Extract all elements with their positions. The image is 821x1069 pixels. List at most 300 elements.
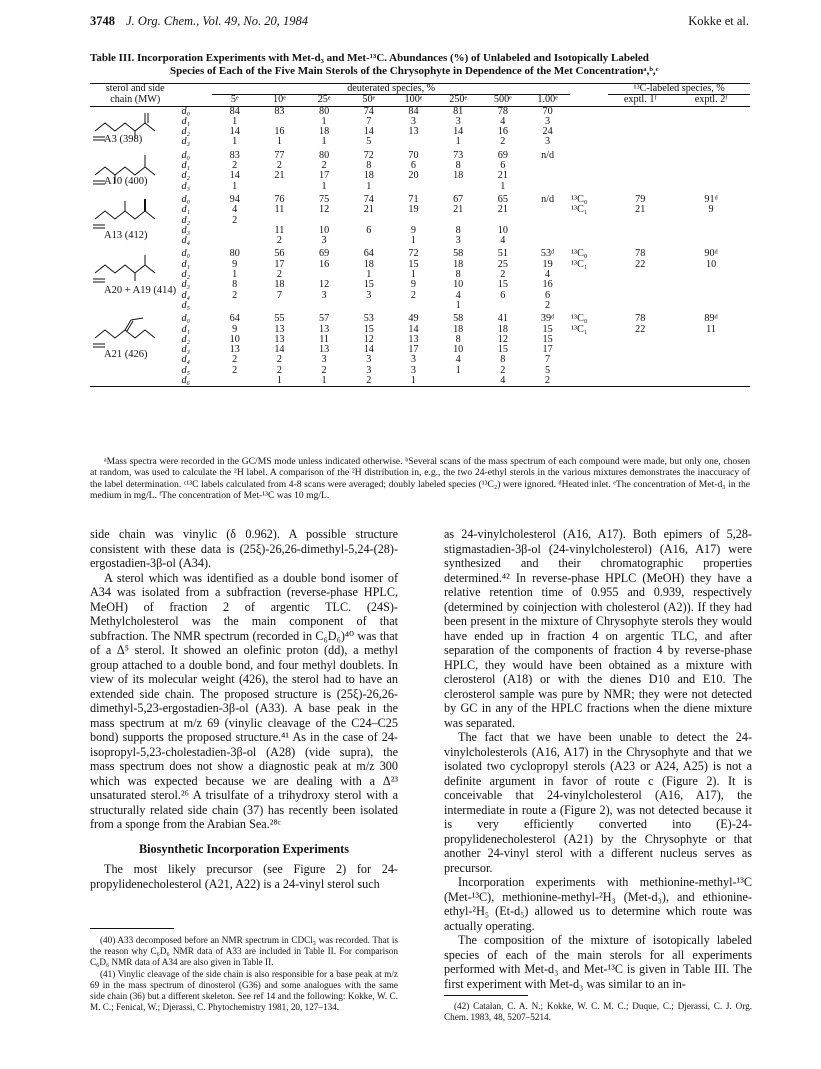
abundance-cell: 58 (453, 248, 464, 260)
abundance-cell (212, 301, 257, 311)
abundance-cell: 69 (319, 248, 330, 260)
abundance-cell: 2 (366, 375, 372, 387)
abundance-cell: 2 (500, 136, 506, 148)
species-label: d₀ (181, 193, 191, 205)
abundance-cell (257, 182, 302, 192)
abundance-cell: 18 (453, 258, 464, 270)
expt2-cell: 10 (705, 258, 717, 270)
header-conc: 250ᵉ (449, 94, 468, 106)
abundance-cell (212, 236, 257, 246)
species-label: d₂ (181, 333, 191, 345)
abundance-cell: 14 (408, 323, 419, 335)
abundance-cell: 24 (542, 126, 553, 138)
abundance-cell (525, 216, 570, 226)
abundance-cell: 2 (276, 160, 282, 172)
abundance-cell: 13 (319, 344, 330, 356)
header-expt-2: exptl. 2ᶠ (694, 94, 728, 106)
abundance-cell: 74 (363, 193, 374, 205)
abundance-cell: 76 (274, 193, 285, 205)
header-conc: 500ᵉ (493, 94, 512, 106)
expt1-cell (608, 216, 672, 226)
paragraph: Incorporation experiments with methionine-methyl-¹³C (Met-¹³C), methionine-methyl-²H₃ (Met-d₃), and ethionine-ethyl-²H₅ (Et-d₅) allowed us to determine which route was actually operating. (444, 875, 752, 933)
abundance-cell: 1 (232, 269, 238, 281)
abundance-cell: 14 (229, 170, 240, 182)
abundance-cell: 3 (366, 354, 372, 366)
table-header-row-2 (90, 95, 750, 106)
header-sterol-line-2: chain (MW) (110, 93, 161, 105)
species-label: d₀ (181, 149, 191, 161)
abundance-cell: 13 (408, 126, 419, 138)
expt1-cell (608, 355, 672, 365)
expt2-cell (672, 117, 750, 127)
abundance-cell: 18 (274, 279, 285, 291)
abundance-cell: 2 (321, 364, 327, 376)
abundance-cell: 2 (500, 269, 506, 281)
side-chain-structure (91, 314, 163, 348)
page-number: 3748 (90, 14, 115, 28)
expt2-cell (672, 376, 750, 387)
abundance-cell: 15 (363, 323, 374, 335)
abundance-cell (525, 161, 570, 171)
species-label: d₄ (181, 354, 191, 366)
abundance-cell: 14 (274, 344, 285, 356)
header-conc: 50ᵉ (362, 94, 376, 106)
abundance-cell: n/d (541, 149, 555, 161)
species-label: d₃ (181, 180, 191, 192)
species-label: d₅ (181, 364, 191, 376)
abundance-cell: 8 (455, 160, 461, 172)
abundance-cell: 8 (500, 354, 506, 366)
abundance-cell: 84 (229, 105, 240, 117)
c13-label (570, 182, 608, 192)
species-label: d₃ (181, 136, 191, 148)
abundance-cell (391, 301, 436, 311)
abundance-cell: 15 (497, 344, 508, 356)
abundance-cell: 2 (232, 364, 238, 376)
side-chain-structure (91, 249, 163, 283)
abundance-cell: 64 (229, 313, 240, 325)
expt2-cell: 11 (706, 323, 716, 335)
footnotes-left (90, 935, 398, 1015)
abundance-cell: 4 (455, 289, 461, 301)
expt2-cell (672, 171, 750, 181)
abundance-cell: 9 (232, 258, 238, 270)
expt1-cell (608, 161, 672, 171)
footnote-42: (42) Catalan, C. A. N.; Kokke, W. C. M. C.; Duque, C.; Djerassi, C. J. Org. Chem. 1983, 48, 5207–5214. (444, 1001, 752, 1022)
c13-label (570, 106, 608, 117)
abundance-cell: 2 (410, 289, 417, 301)
abundance-cell: 80 (319, 149, 330, 161)
abundance-cell: 13 (274, 323, 285, 335)
abundance-cell: 64 (363, 248, 374, 260)
abundance-cell: 2 (276, 235, 282, 247)
expt2-cell (672, 366, 750, 376)
abundance-cell: 15 (363, 279, 374, 291)
header-sterol-line-1: sterol and side (105, 83, 165, 94)
expt2-cell (672, 137, 750, 147)
header-conc: 10ᵉ (273, 94, 286, 106)
table-row (90, 246, 750, 259)
species-label: d₁ (181, 204, 191, 216)
abundance-cell: 8 (366, 160, 372, 172)
species-label: d₀ (181, 105, 191, 117)
abundance-cell: 16 (319, 258, 330, 270)
table-row (90, 301, 750, 311)
abundance-cell (525, 171, 570, 181)
expt1-cell (608, 335, 672, 345)
abundance-cell: 7 (366, 115, 372, 127)
abundance-cell: 8 (455, 269, 461, 281)
expt2-cell (672, 127, 750, 137)
footnote-40: (40) A33 decomposed before an NMR spectrum in CDCl₃ was recorded. That is the reason why C₆D₆ NMR data of A33 are included in Table II. For comparison C₆D₆ NMR data of A34 are also given in Table II. (90, 935, 398, 967)
expt1-cell: 79 (635, 193, 646, 205)
abundance-cell: 1 (500, 180, 506, 192)
abundance-cell: 1 (455, 299, 461, 311)
abundance-cell: 1 (232, 180, 238, 192)
expt2-cell: 89ᵈ (704, 313, 718, 325)
abundance-cell (436, 376, 481, 387)
abundance-cell: 1 (276, 375, 282, 387)
paragraph: The composition of the mixture of isotopically labeled species of each of the main sterols for all experiments performed with Met-d₃ and Met-¹³C is given in Table III. The first experiment with Met-d₃ was similar to an in- (444, 933, 752, 991)
expt1-cell (608, 366, 672, 376)
abundance-cell (525, 226, 570, 236)
abundance-cell (436, 182, 481, 192)
abundance-cell: 58 (453, 313, 464, 325)
abundance-cell: 18 (453, 323, 464, 335)
abundance-cell: 11 (274, 224, 285, 236)
abundance-cell (212, 376, 257, 387)
species-label: d₀ (181, 313, 191, 325)
abundance-cell: 12 (363, 333, 374, 345)
abundance-cell: 70 (408, 149, 419, 161)
abundance-cell: 14 (363, 126, 374, 138)
abundance-cell: 16 (274, 126, 285, 138)
text-column-right (444, 527, 752, 991)
abundance-cell: 2 (545, 299, 551, 311)
species-label: d₅ (181, 299, 191, 311)
species-label: d₁ (181, 115, 191, 127)
species-label: d₂ (181, 170, 191, 182)
species-label: d₁ (181, 323, 191, 335)
abundance-cell (257, 301, 302, 311)
sterol-name: A3 (398) (104, 134, 143, 146)
c13-label (570, 137, 608, 147)
c13-label: ¹³C₁ (570, 258, 588, 270)
abundance-cell: 17 (274, 258, 285, 270)
abundance-cell: 12 (319, 204, 330, 216)
abundance-cell: 3 (366, 289, 372, 301)
expt1-cell (608, 236, 672, 246)
abundance-cell (481, 301, 526, 311)
sterol-name: A20 + A19 (414) (104, 284, 177, 296)
running-header (90, 14, 749, 32)
abundance-cell: 70 (542, 105, 553, 117)
abundance-cell (302, 301, 347, 311)
abundance-cell: 21 (363, 204, 374, 216)
abundance-cell (346, 301, 391, 311)
abundance-cell: 1 (321, 180, 327, 192)
abundance-cell: 19 (542, 258, 553, 270)
abundance-cell: 1 (366, 269, 372, 281)
expt1-cell (608, 127, 672, 137)
abundance-cell: 18 (497, 323, 508, 335)
abundance-cell (391, 182, 436, 192)
abundance-cell: 4 (545, 269, 551, 281)
expt1-cell (608, 148, 672, 161)
abundance-cell: 13 (319, 323, 330, 335)
abundance-cell: 2 (545, 375, 551, 387)
species-label: d₀ (181, 248, 191, 260)
paragraph: side chain was vinylic (δ 0.962). A possible structure consistent with these data is (25ξ)-26,26-dimethyl-5,24-(28)-ergostadien-3β-ol (A34). (90, 527, 398, 570)
abundance-cell: 57 (319, 313, 330, 325)
abundance-cell: 6 (366, 224, 372, 236)
abundance-cell: 78 (497, 105, 508, 117)
species-label: d₁ (181, 258, 191, 270)
expt1-cell (608, 182, 672, 192)
abundance-cell: 10 (453, 279, 464, 291)
expt1-cell: 22 (635, 258, 646, 270)
abundance-cell: 8 (232, 279, 238, 291)
abundance-cell: 1 (321, 375, 327, 387)
abundance-cell: 1 (410, 269, 417, 281)
c13-label (570, 376, 608, 387)
expt2-cell (672, 345, 750, 355)
abundance-cell: 17 (408, 344, 419, 356)
expt2-cell: 91ᵈ (704, 193, 718, 205)
abundance-cell: 20 (408, 170, 419, 182)
abundance-cell: 3 (410, 115, 417, 127)
abundance-cell: 77 (274, 149, 285, 161)
expt2-cell: 9 (708, 204, 714, 216)
expt1-cell (608, 345, 672, 355)
abundance-cell: 53ᵈ (540, 248, 555, 260)
abundance-cell (525, 205, 570, 215)
abundance-cell: 1 (366, 180, 372, 192)
expt2-cell (672, 148, 750, 161)
abundance-cell: 49 (408, 313, 419, 325)
table-body (90, 106, 750, 387)
journal-citation: J. Org. Chem., Vol. 49, No. 20, 1984 (126, 14, 308, 28)
expt2-cell (672, 355, 750, 365)
c13-label (570, 171, 608, 181)
abundance-cell: 71 (408, 193, 419, 205)
expt1-cell (608, 226, 672, 236)
expt2-cell (672, 226, 750, 236)
abundance-cell: 10 (319, 224, 330, 236)
abundance-cell (391, 137, 436, 147)
abundance-cell: 3 (410, 354, 417, 366)
header-expt-1: exptl. 1ᶠ (623, 94, 657, 106)
abundance-cell: 13 (229, 344, 240, 356)
abundance-cell: 4 (455, 354, 461, 366)
abundance-cell: 5 (366, 136, 372, 148)
abundance-cell: 1 (321, 136, 327, 148)
abundance-cell: 83 (229, 149, 240, 161)
c13-label: ¹³C₁ (570, 204, 588, 216)
abundance-cell: 9 (410, 224, 417, 236)
abundance-cell: 11 (274, 204, 285, 216)
abundance-cell (525, 182, 570, 192)
abundance-cell: 65 (497, 193, 508, 205)
abundance-cell: 13 (274, 333, 285, 345)
table-row (90, 376, 750, 387)
abundance-cell: 3 (410, 364, 417, 376)
abundance-cell: 3 (321, 289, 327, 301)
table-row (90, 311, 750, 324)
section-heading: Biosynthetic Incorporation Experiments (139, 841, 349, 856)
abundance-cell: 2 (321, 160, 327, 172)
c13-label: ¹³C₁ (570, 323, 588, 335)
abundance-cell: 11 (319, 333, 329, 345)
header-conc: 5ᵉ (230, 94, 239, 106)
abundance-cell: 72 (408, 248, 419, 260)
header-conc: 25ᵉ (317, 94, 331, 106)
abundance-cell: 13 (408, 333, 419, 345)
abundance-cell: 18 (453, 170, 464, 182)
paragraph: The most likely precursor (see Figure 2) for 24-propylidenecholesterol (A21, A22) is a 24-vinyl sterol such (90, 862, 398, 891)
abundance-cell: 2 (232, 354, 238, 366)
c13-label: ¹³C₀ (570, 248, 588, 260)
abundance-cell: 6 (545, 289, 551, 301)
abundance-cell: 73 (453, 149, 464, 161)
abundance-cell: 15 (542, 323, 553, 335)
header-deuterated-group: deuterated species, % (212, 84, 570, 95)
abundance-cell: 4 (232, 204, 238, 216)
abundance-cell: 75 (319, 193, 330, 205)
expt1-cell (608, 291, 672, 301)
expt2-cell (672, 270, 750, 280)
abundance-cell: 18 (319, 126, 330, 138)
table-row (90, 236, 750, 246)
expt1-cell (608, 376, 672, 387)
text-column-left (90, 527, 398, 891)
abundance-cell: 51 (497, 248, 508, 260)
expt2-cell: 90ᵈ (704, 248, 718, 260)
abundance-cell: 3 (545, 136, 551, 148)
abundance-cell: 3 (545, 115, 551, 127)
footnotes-right (444, 1001, 752, 1025)
abundance-cell: 10 (497, 224, 508, 236)
abundance-cell: 10 (229, 333, 240, 345)
table-row (90, 148, 750, 161)
expt2-cell (672, 161, 750, 171)
c13-label (570, 291, 608, 301)
c13-label (570, 148, 608, 161)
sterol-name: A21 (426) (104, 349, 148, 361)
abundance-cell: 25 (497, 258, 508, 270)
expt1-cell (608, 301, 672, 311)
expt1-cell (608, 117, 672, 127)
sterol-cell (90, 246, 180, 311)
abundance-cell: 1 (455, 364, 461, 376)
c13-label (570, 161, 608, 171)
header-conc: 1.00ᵉ (537, 94, 558, 106)
species-label: d₃ (181, 344, 191, 356)
table-caption-line-2: Species of Each of the Five Main Sterols of the Chrysophyte in Dependence of the Met Concentrationᵃ,ᵇ,ᶜ (170, 65, 659, 77)
abundance-cell: 1 (232, 115, 238, 127)
sterol-cell (90, 311, 180, 387)
abundance-cell: 18 (363, 258, 374, 270)
expt1-cell: 78 (635, 248, 646, 260)
abundance-cell: 94 (229, 193, 240, 205)
expt2-cell (672, 301, 750, 311)
sterol-name: A10 (400) (104, 175, 148, 187)
abundance-cell: 4 (500, 235, 506, 247)
table-footnotes (90, 456, 750, 502)
species-label: d₁ (181, 160, 191, 172)
table-row (90, 137, 750, 147)
abundance-cell: 15 (408, 258, 419, 270)
abundance-cell: 56 (274, 248, 285, 260)
footnote-rule-right (444, 995, 528, 996)
expt1-cell (608, 106, 672, 117)
abundance-cell: 4 (500, 115, 506, 127)
abundance-cell: 80 (229, 248, 240, 260)
abundance-cell: 16 (542, 279, 553, 291)
abundance-cell: 3 (455, 115, 461, 127)
abundance-cell: 74 (363, 105, 374, 117)
expt1-cell (608, 137, 672, 147)
c13-label (570, 117, 608, 127)
expt2-cell (672, 280, 750, 290)
abundance-cell: 2 (276, 354, 282, 366)
abundance-cell: 3 (321, 354, 327, 366)
paragraph: A sterol which was identified as a double bond isomer of A34 was isolated from a subfraction (reverse-phase HPLC, MeOH) of fraction 2 of argentic TLC. (24S)-Methylcholesterol was the main component of that subfraction. The NMR spectrum (recorded in C₆D₆)⁴⁰ was that of a Δ⁵ sterol. It showed an olefinic proton (dd), a methyl group attached to a double bond, and four methyl doublets. In view of its molecular weight (426), the sterol had to have an extended side chain. The proposed structure is (25ξ)-26,26-dimethyl-5,23-ergostadien-3β-ol (A33). A base peak in the mass spectrum at m/z 69 (vinylic cleavage of the C24–C25 bond) supports the proposed structure.⁴¹ As in the case of 24-isopropyl-5,23-cholestadien-3β-ol (A28) (vide supra), the mass spectrum does not show a diagnostic peak at m/z 300 which was expected because we are dealing with a Δ²³ unsaturated sterol.²⁶ A trisulfate of a trihydroxy sterol with a structurally related side chain (37) has recently been isolated from a sponge from the Arabian Sea.²⁸ᶜ (90, 570, 398, 831)
species-label: d₂ (181, 126, 191, 138)
side-chain-structure (91, 195, 163, 229)
abundance-cell: 8 (455, 224, 461, 236)
abundance-cell: 80 (319, 105, 330, 117)
header-conc: 100ᵉ (404, 94, 423, 106)
abundance-cell: 41 (497, 313, 508, 325)
expt2-cell (672, 236, 750, 246)
abundance-cell: 5 (545, 364, 551, 376)
c13-label (570, 226, 608, 236)
c13-label (570, 366, 608, 376)
paragraph: as 24-vinylcholesterol (A16, A17). Both epimers of 5,28-stigmastadien-3β-ol (24-vinylcholesterol) (A16, A17) were synthesized and their chromatographic properties determined.⁴² In reverse-phase HPLC (MeOH) they have a relative retention time of 0.955 and 0.939, respectively (determined by coinjection with cholesterol (A2)). If they had been present in the mixture of Chrysophyte sterols they would have ended up in fraction 4 on argentic TLC, and after separation of the components of fraction 4 by reverse-phase HPLC, they would have been obtained as a mixture with clerosterol (A18) or with the dienes D10 and E10. The clerosterol sample was pure by NMR; they were not detected by GC in any of the HPLC fractions when the diene mixture was separated. (444, 527, 752, 730)
abundance-cell: 10 (453, 344, 464, 356)
abundance-cell (346, 236, 391, 246)
abundance-cell: 2 (276, 269, 282, 281)
abundance-cell: 84 (408, 105, 419, 117)
abundance-cell: 2 (232, 289, 238, 301)
expt2-cell (672, 291, 750, 301)
abundance-cell: 83 (274, 105, 285, 117)
abundance-cell: 39ᵈ (540, 313, 555, 325)
abundance-cell: 72 (363, 149, 374, 161)
abundance-cell: 19 (408, 204, 419, 216)
c13-label (570, 236, 608, 246)
expt2-cell (672, 216, 750, 226)
abundance-cell: 18 (363, 170, 374, 182)
c13-label (570, 301, 608, 311)
abundance-cell (525, 236, 570, 246)
abundance-cell: 4 (500, 375, 506, 387)
footnote-41: (41) Vinylic cleavage of the side chain is also responsible for a base peak at m/z 69 in the mass spectrum of dinosterol (G36) and some analogues with the same side chain (36) but a different skeleton. See ref 14 and the following: Kokke, W. C. M. C.; Fenical, W.; Djerassi, C. Phytochemistry 1981, 20, 127–134. (90, 969, 398, 1012)
abundance-cell (212, 226, 257, 236)
abundance-cell: 1 (276, 136, 282, 148)
abundance-cell: 17 (542, 344, 553, 356)
sterol-cell (90, 148, 180, 192)
abundance-cell: 21 (497, 170, 508, 182)
sterol-cell (90, 192, 180, 246)
table-row (90, 192, 750, 205)
incorporation-table (90, 83, 750, 387)
expt1-cell: 22 (635, 323, 646, 335)
expt1-cell (608, 171, 672, 181)
abundance-cell: 1 (410, 235, 417, 247)
table-caption (90, 52, 749, 78)
